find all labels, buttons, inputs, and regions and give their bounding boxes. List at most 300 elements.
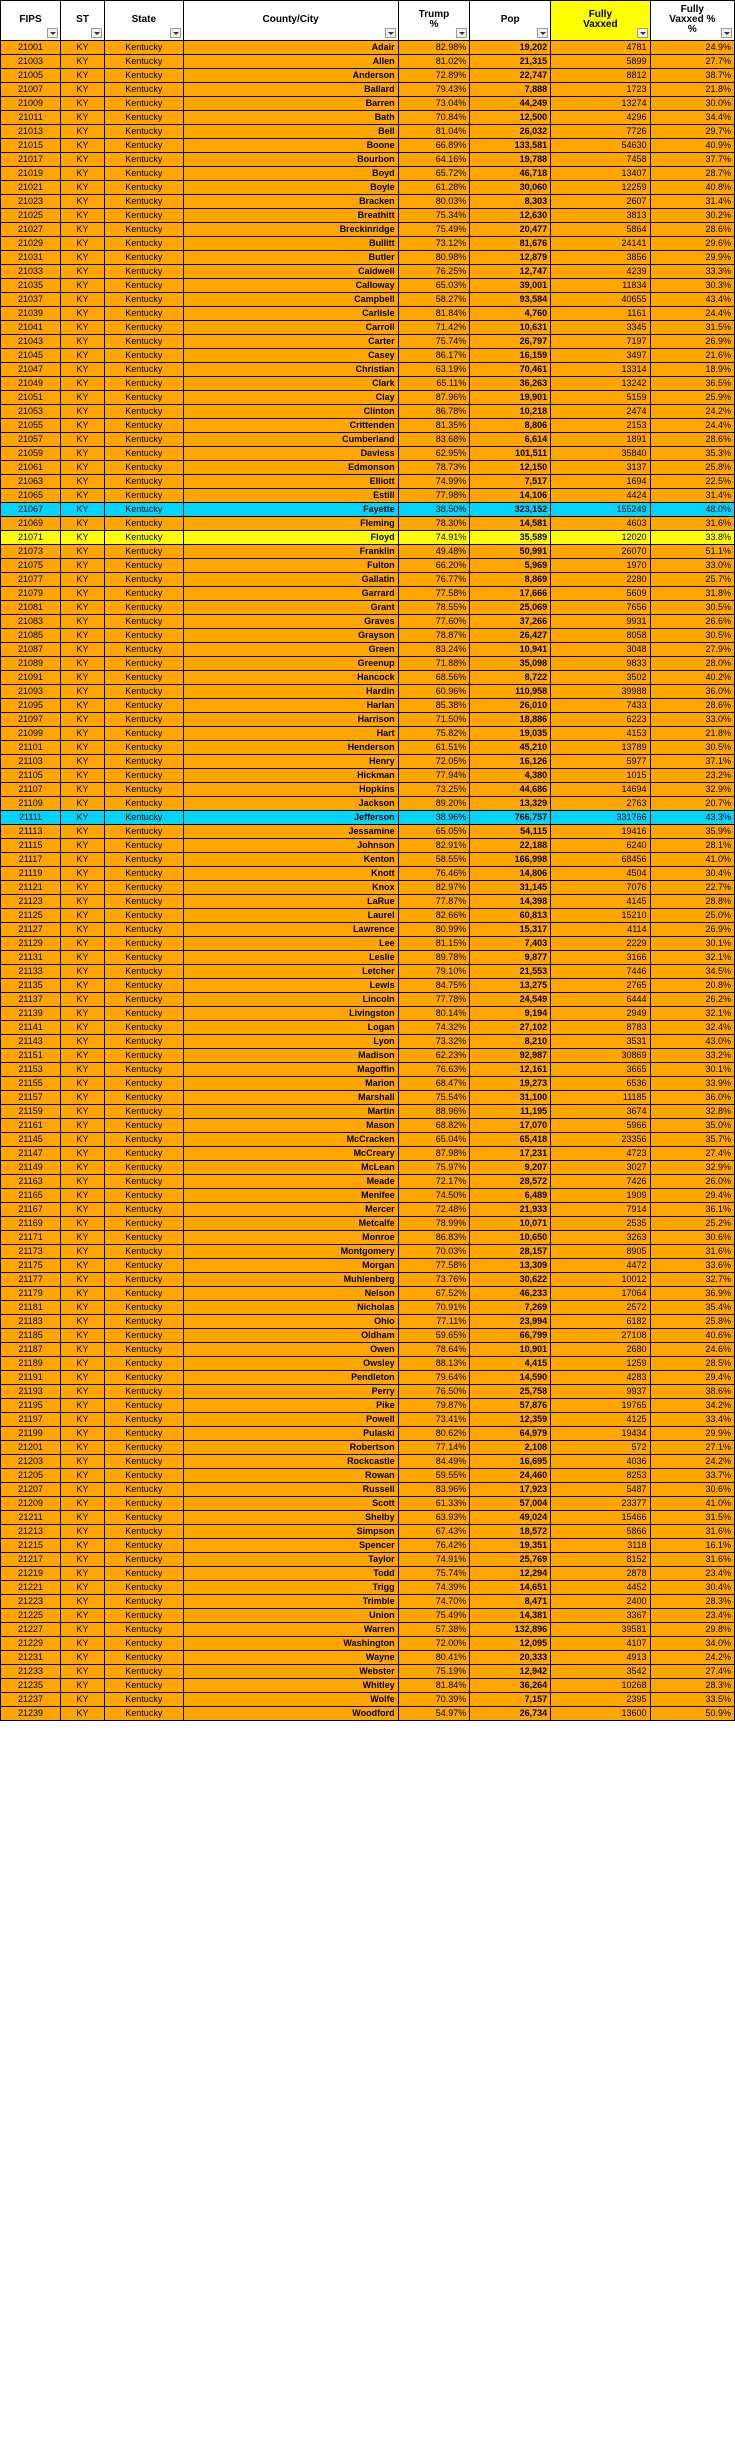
cell-fips[interactable]: 21155 [1,1077,61,1091]
cell-trump[interactable]: 75.34% [398,209,470,223]
cell-fvp[interactable]: 28.5% [650,1357,734,1371]
cell-county[interactable]: McCreary [183,1147,398,1161]
cell-st[interactable]: KY [61,1091,105,1105]
filter-dropdown-icon[interactable] [721,28,732,38]
cell-state[interactable]: Kentucky [105,1679,184,1693]
cell-fvp[interactable]: 27.4% [650,1665,734,1679]
cell-county[interactable]: Harrison [183,713,398,727]
cell-st[interactable]: KY [61,713,105,727]
cell-trump[interactable]: 77.87% [398,895,470,909]
cell-trump[interactable]: 81.84% [398,307,470,321]
cell-pop[interactable]: 92,987 [470,1049,551,1063]
cell-fvp[interactable]: 26.9% [650,923,734,937]
cell-fv[interactable]: 23356 [551,1133,650,1147]
cell-fv[interactable]: 10268 [551,1679,650,1693]
cell-trump[interactable]: 77.98% [398,489,470,503]
cell-pop[interactable]: 19,788 [470,153,551,167]
cell-st[interactable]: KY [61,223,105,237]
table-row[interactable] [1,685,735,699]
table-row[interactable] [1,433,735,447]
cell-pop[interactable]: 27,102 [470,1021,551,1035]
cell-pop[interactable]: 21,553 [470,965,551,979]
cell-fv[interactable]: 3118 [551,1539,650,1553]
cell-state[interactable]: Kentucky [105,1357,184,1371]
table-row[interactable] [1,755,735,769]
cell-county[interactable]: Magoffin [183,1063,398,1077]
cell-state[interactable]: Kentucky [105,727,184,741]
cell-fvp[interactable]: 26.2% [650,993,734,1007]
cell-county[interactable]: Warren [183,1623,398,1637]
cell-fv[interactable]: 2878 [551,1567,650,1581]
cell-state[interactable]: Kentucky [105,447,184,461]
cell-st[interactable]: KY [61,489,105,503]
cell-county[interactable]: Boyd [183,167,398,181]
cell-st[interactable]: KY [61,293,105,307]
cell-trump[interactable]: 88.96% [398,1105,470,1119]
table-row[interactable] [1,797,735,811]
cell-fv[interactable]: 13314 [551,363,650,377]
cell-fips[interactable]: 21167 [1,1203,61,1217]
cell-trump[interactable]: 54.97% [398,1707,470,1721]
cell-county[interactable]: Leslie [183,951,398,965]
cell-trump[interactable]: 58.27% [398,293,470,307]
cell-st[interactable]: KY [61,1119,105,1133]
cell-pop[interactable]: 25,769 [470,1553,551,1567]
cell-trump[interactable]: 83.24% [398,643,470,657]
cell-fips[interactable]: 21027 [1,223,61,237]
cell-county[interactable]: Trigg [183,1581,398,1595]
cell-fvp[interactable]: 30.6% [650,1483,734,1497]
cell-fvp[interactable]: 30.3% [650,279,734,293]
cell-pop[interactable]: 19,035 [470,727,551,741]
table-row[interactable] [1,181,735,195]
cell-pop[interactable]: 66,799 [470,1329,551,1343]
cell-county[interactable]: Hart [183,727,398,741]
filter-dropdown-icon[interactable] [385,28,396,38]
table-row[interactable] [1,839,735,853]
cell-state[interactable]: Kentucky [105,853,184,867]
cell-state[interactable]: Kentucky [105,587,184,601]
table-row[interactable] [1,335,735,349]
table-row[interactable] [1,1525,735,1539]
cell-pop[interactable]: 13,309 [470,1259,551,1273]
table-row[interactable] [1,69,735,83]
cell-fv[interactable]: 7458 [551,153,650,167]
cell-fips[interactable]: 21147 [1,1147,61,1161]
cell-county[interactable]: Fleming [183,517,398,531]
cell-fvp[interactable]: 30.4% [650,1581,734,1595]
table-row[interactable] [1,1595,735,1609]
cell-state[interactable]: Kentucky [105,629,184,643]
cell-trump[interactable]: 70.84% [398,111,470,125]
cell-fips[interactable]: 21145 [1,1133,61,1147]
cell-county[interactable]: Lyon [183,1035,398,1049]
cell-state[interactable]: Kentucky [105,209,184,223]
cell-fips[interactable]: 21159 [1,1105,61,1119]
cell-fv[interactable]: 4283 [551,1371,650,1385]
cell-state[interactable]: Kentucky [105,1441,184,1455]
cell-fips[interactable]: 21017 [1,153,61,167]
table-row[interactable] [1,657,735,671]
cell-fvp[interactable]: 37.1% [650,755,734,769]
cell-trump[interactable]: 78.64% [398,1343,470,1357]
cell-trump[interactable]: 80.41% [398,1651,470,1665]
cell-fv[interactable]: 10012 [551,1273,650,1287]
cell-fips[interactable]: 21187 [1,1343,61,1357]
cell-state[interactable]: Kentucky [105,1273,184,1287]
cell-pop[interactable]: 81,676 [470,237,551,251]
cell-state[interactable]: Kentucky [105,83,184,97]
cell-st[interactable]: KY [61,1623,105,1637]
cell-pop[interactable]: 57,004 [470,1497,551,1511]
cell-fv[interactable]: 3856 [551,251,650,265]
cell-trump[interactable]: 77.60% [398,615,470,629]
cell-pop[interactable]: 7,517 [470,475,551,489]
table-row[interactable] [1,1133,735,1147]
cell-pop[interactable]: 19,273 [470,1077,551,1091]
cell-fv[interactable]: 13600 [551,1707,650,1721]
cell-trump[interactable]: 72.05% [398,755,470,769]
cell-trump[interactable]: 81.35% [398,419,470,433]
cell-fvp[interactable]: 25.0% [650,909,734,923]
cell-fvp[interactable]: 34.5% [650,965,734,979]
cell-fvp[interactable]: 36.0% [650,685,734,699]
cell-fips[interactable]: 21217 [1,1553,61,1567]
cell-county[interactable]: Carroll [183,321,398,335]
table-row[interactable] [1,1441,735,1455]
cell-county[interactable]: Russell [183,1483,398,1497]
cell-county[interactable]: Wayne [183,1651,398,1665]
cell-trump[interactable]: 87.96% [398,391,470,405]
cell-state[interactable]: Kentucky [105,265,184,279]
cell-fips[interactable]: 21063 [1,475,61,489]
cell-county[interactable]: Martin [183,1105,398,1119]
table-row[interactable] [1,1203,735,1217]
filter-dropdown-icon[interactable] [47,28,58,38]
cell-state[interactable]: Kentucky [105,685,184,699]
table-row[interactable] [1,1301,735,1315]
table-row[interactable] [1,867,735,881]
cell-st[interactable]: KY [61,587,105,601]
cell-fips[interactable]: 21121 [1,881,61,895]
cell-fvp[interactable]: 31.4% [650,489,734,503]
cell-county[interactable]: Grayson [183,629,398,643]
cell-county[interactable]: Jackson [183,797,398,811]
cell-trump[interactable]: 81.02% [398,55,470,69]
table-row[interactable] [1,1147,735,1161]
cell-state[interactable]: Kentucky [105,195,184,209]
cell-pop[interactable]: 101,511 [470,447,551,461]
cell-fips[interactable]: 21193 [1,1385,61,1399]
table-row[interactable] [1,111,735,125]
cell-state[interactable]: Kentucky [105,1609,184,1623]
cell-st[interactable]: KY [61,1161,105,1175]
table-row[interactable] [1,461,735,475]
cell-state[interactable]: Kentucky [105,1371,184,1385]
cell-state[interactable]: Kentucky [105,1035,184,1049]
cell-fvp[interactable]: 22.5% [650,475,734,489]
cell-st[interactable]: KY [61,1301,105,1315]
cell-state[interactable]: Kentucky [105,1581,184,1595]
cell-fips[interactable]: 21037 [1,293,61,307]
cell-fvp[interactable]: 26.9% [650,335,734,349]
cell-state[interactable]: Kentucky [105,69,184,83]
cell-state[interactable]: Kentucky [105,993,184,1007]
cell-fvp[interactable]: 30.4% [650,867,734,881]
column-header-st[interactable] [61,1,105,41]
cell-trump[interactable]: 74.99% [398,475,470,489]
cell-fv[interactable]: 19765 [551,1399,650,1413]
cell-state[interactable]: Kentucky [105,1161,184,1175]
cell-trump[interactable]: 83.96% [398,1483,470,1497]
cell-pop[interactable]: 14,398 [470,895,551,909]
table-row[interactable] [1,517,735,531]
cell-fips[interactable]: 21197 [1,1413,61,1427]
cell-fvp[interactable]: 40.2% [650,671,734,685]
cell-fv[interactable]: 1909 [551,1189,650,1203]
column-header-trump[interactable] [398,1,470,41]
cell-county[interactable]: Owsley [183,1357,398,1371]
cell-trump[interactable]: 79.64% [398,1371,470,1385]
cell-county[interactable]: Whitley [183,1679,398,1693]
cell-state[interactable]: Kentucky [105,1413,184,1427]
table-row[interactable] [1,419,735,433]
cell-trump[interactable]: 73.41% [398,1413,470,1427]
table-row[interactable] [1,237,735,251]
table-row[interactable] [1,615,735,629]
cell-st[interactable]: KY [61,1175,105,1189]
cell-fv[interactable]: 4107 [551,1637,650,1651]
cell-fips[interactable]: 21089 [1,657,61,671]
cell-fvp[interactable]: 18.9% [650,363,734,377]
table-row[interactable] [1,1231,735,1245]
cell-trump[interactable]: 82.66% [398,909,470,923]
cell-pop[interactable]: 18,572 [470,1525,551,1539]
cell-state[interactable]: Kentucky [105,1469,184,1483]
cell-fv[interactable]: 7197 [551,335,650,349]
cell-fv[interactable]: 4603 [551,517,650,531]
filter-dropdown-icon[interactable] [456,28,467,38]
cell-pop[interactable]: 12,747 [470,265,551,279]
cell-trump[interactable]: 86.83% [398,1231,470,1245]
cell-fv[interactable]: 2400 [551,1595,650,1609]
cell-st[interactable]: KY [61,1441,105,1455]
cell-county[interactable]: Clinton [183,405,398,419]
cell-state[interactable]: Kentucky [105,783,184,797]
cell-fvp[interactable]: 25.2% [650,1217,734,1231]
cell-state[interactable]: Kentucky [105,1147,184,1161]
cell-fips[interactable]: 21149 [1,1161,61,1175]
cell-fvp[interactable]: 43.0% [650,1035,734,1049]
cell-trump[interactable]: 81.04% [398,125,470,139]
cell-state[interactable]: Kentucky [105,965,184,979]
cell-state[interactable]: Kentucky [105,55,184,69]
cell-fips[interactable]: 21101 [1,741,61,755]
cell-trump[interactable]: 83.68% [398,433,470,447]
cell-state[interactable]: Kentucky [105,111,184,125]
cell-trump[interactable]: 77.14% [398,1441,470,1455]
cell-fv[interactable]: 13274 [551,97,650,111]
cell-state[interactable]: Kentucky [105,1049,184,1063]
cell-fvp[interactable]: 25.8% [650,1315,734,1329]
cell-trump[interactable]: 75.54% [398,1091,470,1105]
table-row[interactable] [1,923,735,937]
cell-pop[interactable]: 44,686 [470,783,551,797]
cell-trump[interactable]: 84.75% [398,979,470,993]
cell-pop[interactable]: 31,100 [470,1091,551,1105]
cell-pop[interactable]: 60,813 [470,909,551,923]
cell-fips[interactable]: 21115 [1,839,61,853]
cell-trump[interactable]: 60.96% [398,685,470,699]
cell-fv[interactable]: 3813 [551,209,650,223]
cell-fvp[interactable]: 35.4% [650,1301,734,1315]
cell-fv[interactable]: 4125 [551,1413,650,1427]
cell-fips[interactable]: 21007 [1,83,61,97]
table-row[interactable] [1,881,735,895]
cell-st[interactable]: KY [61,909,105,923]
cell-pop[interactable]: 54,115 [470,825,551,839]
cell-fips[interactable]: 21015 [1,139,61,153]
cell-fv[interactable]: 19434 [551,1427,650,1441]
table-row[interactable] [1,1427,735,1441]
cell-fvp[interactable]: 34.2% [650,1399,734,1413]
cell-fv[interactable]: 15466 [551,1511,650,1525]
cell-pop[interactable]: 10,901 [470,1343,551,1357]
cell-fv[interactable]: 4781 [551,41,650,55]
cell-trump[interactable]: 64.16% [398,153,470,167]
cell-fvp[interactable]: 34.0% [650,1637,734,1651]
cell-county[interactable]: Bullitt [183,237,398,251]
cell-county[interactable]: Hickman [183,769,398,783]
cell-county[interactable]: Washington [183,1637,398,1651]
cell-fv[interactable]: 2765 [551,979,650,993]
table-row[interactable] [1,1637,735,1651]
cell-state[interactable]: Kentucky [105,405,184,419]
cell-state[interactable]: Kentucky [105,1595,184,1609]
cell-fv[interactable]: 331766 [551,811,650,825]
cell-state[interactable]: Kentucky [105,1707,184,1721]
cell-trump[interactable]: 71.50% [398,713,470,727]
cell-county[interactable]: Floyd [183,531,398,545]
cell-state[interactable]: Kentucky [105,1007,184,1021]
cell-pop[interactable]: 6,489 [470,1189,551,1203]
cell-state[interactable]: Kentucky [105,363,184,377]
cell-fips[interactable]: 21113 [1,825,61,839]
table-row[interactable] [1,559,735,573]
cell-fips[interactable]: 21117 [1,853,61,867]
cell-state[interactable]: Kentucky [105,825,184,839]
column-header-county[interactable] [183,1,398,41]
cell-fips[interactable]: 21237 [1,1693,61,1707]
cell-fips[interactable]: 21093 [1,685,61,699]
cell-state[interactable]: Kentucky [105,1343,184,1357]
table-row[interactable] [1,937,735,951]
cell-fv[interactable]: 1015 [551,769,650,783]
cell-fv[interactable]: 572 [551,1441,650,1455]
cell-pop[interactable]: 12,500 [470,111,551,125]
table-row[interactable] [1,377,735,391]
cell-trump[interactable]: 79.87% [398,1399,470,1413]
cell-trump[interactable]: 61.33% [398,1497,470,1511]
table-row[interactable] [1,139,735,153]
cell-fips[interactable]: 21043 [1,335,61,349]
cell-fvp[interactable]: 30.1% [650,1063,734,1077]
cell-fv[interactable]: 5487 [551,1483,650,1497]
cell-fv[interactable]: 40655 [551,293,650,307]
cell-fvp[interactable]: 32.7% [650,1273,734,1287]
cell-fips[interactable]: 21163 [1,1175,61,1189]
cell-county[interactable]: Morgan [183,1259,398,1273]
cell-fv[interactable]: 9833 [551,657,650,671]
table-row[interactable] [1,1049,735,1063]
cell-st[interactable]: KY [61,475,105,489]
cell-fvp[interactable]: 25.9% [650,391,734,405]
cell-fv[interactable]: 6240 [551,839,650,853]
cell-state[interactable]: Kentucky [105,181,184,195]
cell-st[interactable]: KY [61,1637,105,1651]
cell-fips[interactable]: 21125 [1,909,61,923]
cell-state[interactable]: Kentucky [105,1651,184,1665]
table-row[interactable] [1,1175,735,1189]
cell-st[interactable]: KY [61,279,105,293]
cell-county[interactable]: Estill [183,489,398,503]
cell-trump[interactable]: 89.20% [398,797,470,811]
cell-pop[interactable]: 14,581 [470,517,551,531]
cell-pop[interactable]: 10,941 [470,643,551,657]
cell-fvp[interactable]: 24.2% [650,405,734,419]
cell-st[interactable]: KY [61,1511,105,1525]
cell-fv[interactable]: 8253 [551,1469,650,1483]
cell-county[interactable]: Bell [183,125,398,139]
cell-pop[interactable]: 35,589 [470,531,551,545]
cell-fv[interactable]: 4145 [551,895,650,909]
cell-fv[interactable]: 2474 [551,405,650,419]
cell-pop[interactable]: 7,269 [470,1301,551,1315]
table-row[interactable] [1,727,735,741]
cell-st[interactable]: KY [61,1651,105,1665]
cell-pop[interactable]: 20,477 [470,223,551,237]
cell-county[interactable]: Calloway [183,279,398,293]
cell-trump[interactable]: 73.04% [398,97,470,111]
cell-county[interactable]: Oldham [183,1329,398,1343]
cell-county[interactable]: Todd [183,1567,398,1581]
cell-state[interactable]: Kentucky [105,97,184,111]
cell-fv[interactable]: 2535 [551,1217,650,1231]
cell-state[interactable]: Kentucky [105,699,184,713]
cell-pop[interactable]: 11,195 [470,1105,551,1119]
cell-state[interactable]: Kentucky [105,1483,184,1497]
cell-county[interactable]: Grant [183,601,398,615]
cell-state[interactable]: Kentucky [105,923,184,937]
cell-fips[interactable]: 21051 [1,391,61,405]
cell-fv[interactable]: 4504 [551,867,650,881]
table-row[interactable] [1,1511,735,1525]
cell-fips[interactable]: 21049 [1,377,61,391]
cell-pop[interactable]: 19,202 [470,41,551,55]
cell-fv[interactable]: 8058 [551,629,650,643]
cell-state[interactable]: Kentucky [105,643,184,657]
cell-county[interactable]: Marion [183,1077,398,1091]
cell-st[interactable]: KY [61,153,105,167]
cell-fvp[interactable]: 32.8% [650,1105,734,1119]
table-row[interactable] [1,83,735,97]
cell-fvp[interactable]: 40.6% [650,1329,734,1343]
cell-fv[interactable]: 13407 [551,167,650,181]
table-row[interactable] [1,741,735,755]
cell-st[interactable]: KY [61,1035,105,1049]
cell-trump[interactable]: 80.03% [398,195,470,209]
cell-state[interactable]: Kentucky [105,895,184,909]
